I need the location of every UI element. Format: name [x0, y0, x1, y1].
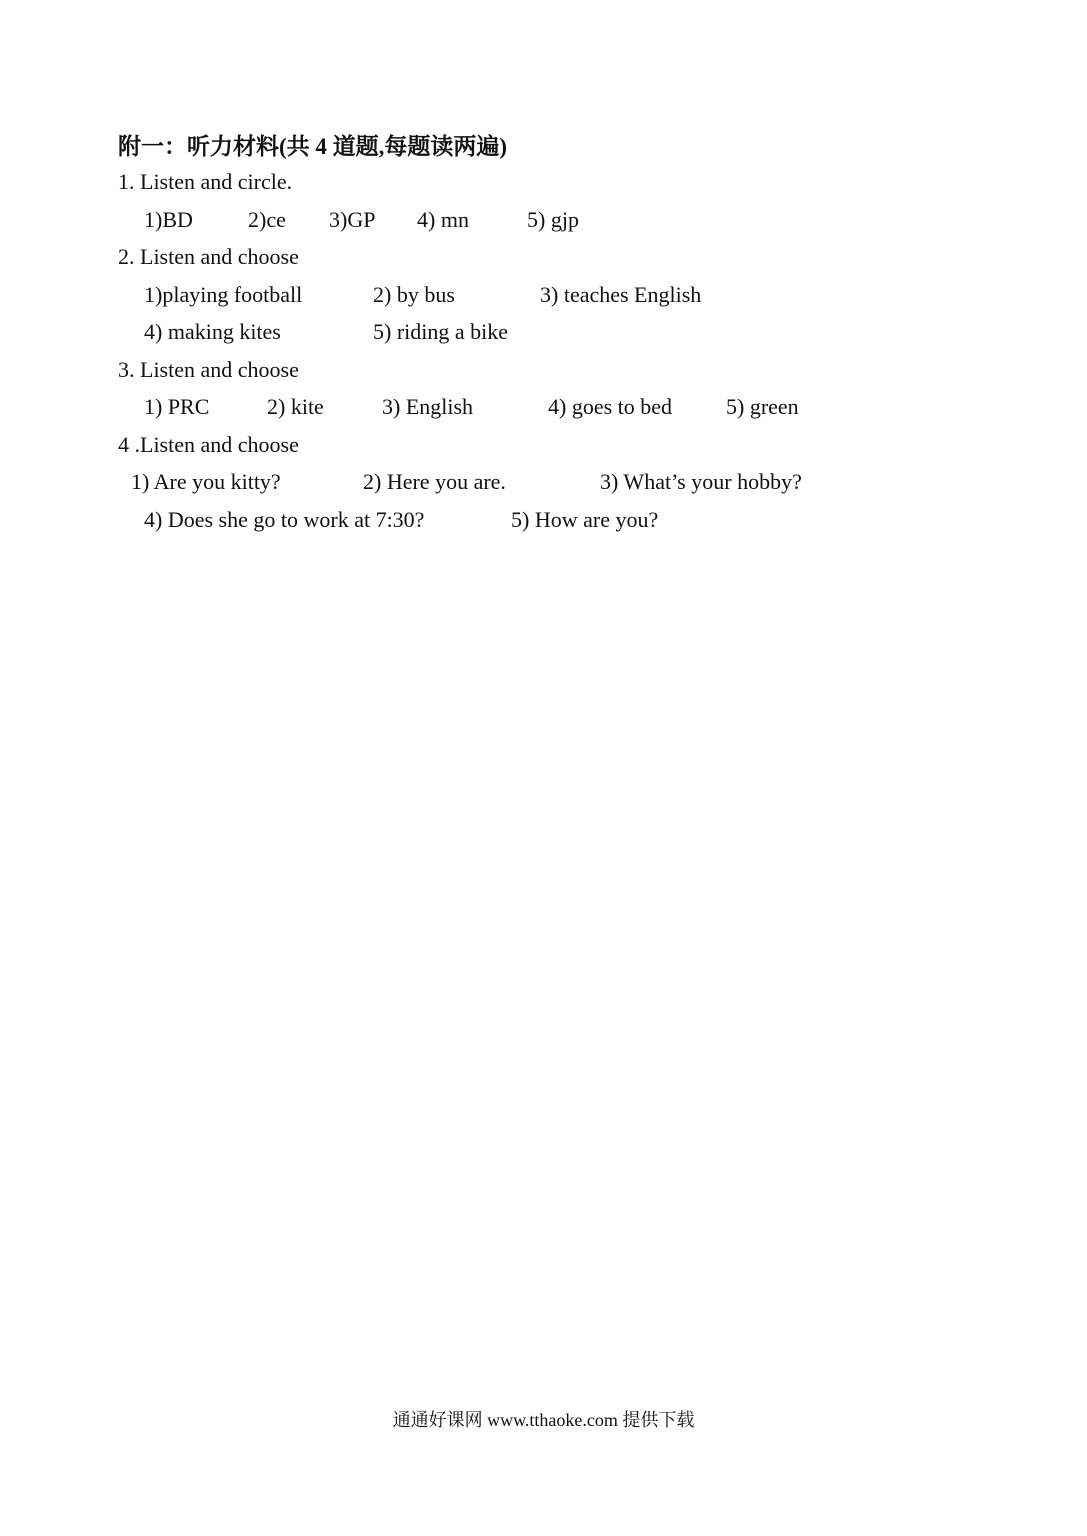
section-3-heading: 3. Listen and choose [118, 357, 299, 382]
option-2: 2) Here you are. [363, 469, 506, 494]
option-3: 3) English [382, 394, 474, 419]
page-footer: 通通好课网 www.tthaoke.com 提供下载 [392, 1410, 695, 1430]
option-4: 4) making kites [144, 319, 281, 344]
section-2-heading: 2. Listen and choose [118, 244, 299, 269]
option-1: 1) PRC [144, 394, 210, 419]
option-5: 5) How are you? [511, 507, 659, 532]
option-1: 1) Are you kitty? [131, 469, 281, 494]
option-4: 4) goes to bed [548, 394, 673, 419]
page-title: 附一：听力材料(共 4 道题,每题读两遍) [118, 134, 508, 159]
option-3: 3)GP [329, 207, 376, 232]
option-2: 2)ce [248, 207, 286, 232]
option-5: 5) green [726, 394, 799, 419]
option-4: 4) Does she go to work at 7:30? [144, 507, 425, 532]
option-5: 5) riding a bike [373, 319, 509, 344]
option-3: 3) What’s your hobby? [600, 469, 802, 494]
option-4: 4) mn [417, 207, 469, 232]
option-5: 5) gjp [527, 207, 579, 232]
section-1-heading: 1. Listen and circle. [118, 169, 293, 194]
option-2: 2) by bus [373, 282, 455, 307]
option-1: 1)BD [144, 207, 193, 232]
option-1: 1)playing football [144, 282, 303, 307]
section-4-heading: 4 .Listen and choose [118, 432, 299, 457]
option-3: 3) teaches English [540, 282, 702, 307]
option-2: 2) kite [267, 394, 324, 419]
